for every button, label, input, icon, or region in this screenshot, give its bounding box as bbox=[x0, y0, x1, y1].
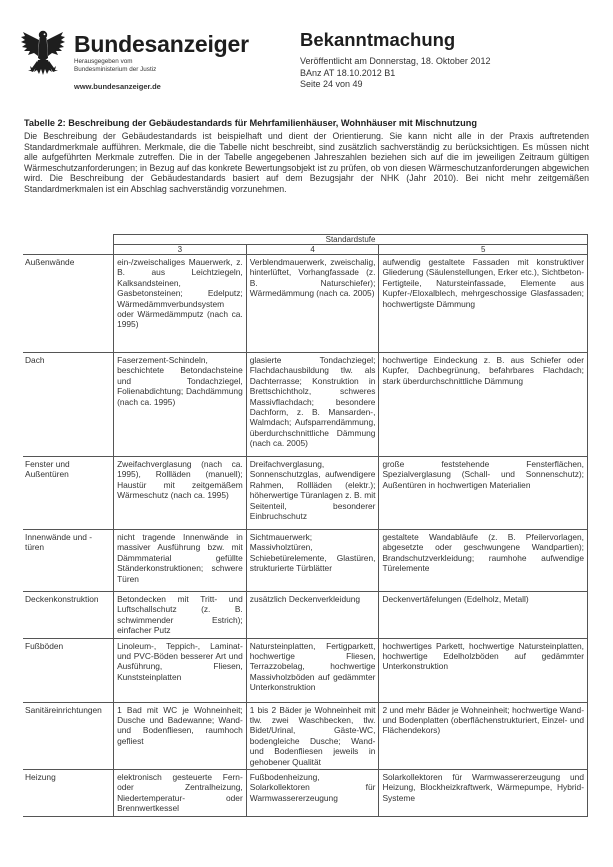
row-category: Dach bbox=[23, 353, 114, 457]
row-category: Fußböden bbox=[23, 638, 114, 702]
table-row bbox=[23, 353, 588, 457]
table-cell: ein-/zweischaliges Mauerwerk, z. B. aus Leichtziegeln, Kalksandsteinen, Gasbetonsteinen; Edelputz; Wärmedämmverbundsystem oder Wärmedämmputz (nach ca. 1995) bbox=[114, 255, 247, 353]
table-cell: Solarkollektoren für Warmwassererzeugung und Heizung, Blockheizkraftwerk, Wärmepumpe, Hybrid-Systeme bbox=[379, 770, 588, 817]
table-cell: Deckenvertäfelungen (Edelholz, Metall) bbox=[379, 592, 588, 639]
row-category: Heizung bbox=[23, 770, 114, 817]
notice-block bbox=[300, 30, 600, 91]
table-cell: Sichtmauerwerk; Massivholztüren, Schiebetürelemente, Glastüren, strukturierte Türblätter bbox=[246, 530, 379, 592]
brand-url: www.bundesanzeiger.de bbox=[74, 82, 161, 91]
brand-name: Bundesanzeiger bbox=[74, 31, 249, 57]
table-cell: gestaltete Wandabläufe (z. B. Pfeilervorlagen, abgesetzte oder geschwungene Wandpartien); Brandschutzverkleidung; raumhohe aufwendige Türelemente bbox=[379, 530, 588, 592]
publication-reference: BAnz AT 18.10.2012 B1 bbox=[300, 67, 396, 78]
table-cell: 2 und mehr Bäder je Wohneinheit; hochwertige Wand- und Bodenplatten (oberflächenstrukturiert, Einzel- und Flächendekors) bbox=[379, 702, 588, 769]
table-row bbox=[23, 255, 588, 353]
table-row bbox=[23, 770, 588, 817]
table-cell: glasierte Tondachziegel; Flachdachausbildung tlw. als Dachterrasse; Konstruktion in Brettschichtholz, schweres Massivflachdach; besondere Dachform, z. B. Mansarden-, Walmdach; Aufsparrendämmung, überdurchschnittliche Dämmung (nach ca. 2005) bbox=[246, 353, 379, 457]
table-cell: elektronisch gesteuerte Fern- oder Zentralheizung, Niedertemperatur- oder Brennwertkessel bbox=[114, 770, 247, 817]
level-5-header: 5 bbox=[379, 245, 588, 255]
table-row bbox=[23, 592, 588, 639]
table-group-header-row bbox=[23, 235, 588, 245]
table-cell: hochwertiges Parkett, hochwertige Natursteinplatten, hochwertige Edelholzböden auf gedämmter Unterkonstruktion bbox=[379, 638, 588, 702]
table-cell: aufwendig gestaltete Fassaden mit konstruktiver Gliederung (Säulenstellungen, Erker etc.), Sichtbeton-Fertigteile, Natursteinfassade, Elemente aus Kupfer-/Eloxalblech, mehrgeschossige Glasfassaden; hochwertigste Dämmung bbox=[379, 255, 588, 353]
notice-title: Bekanntmachung bbox=[300, 29, 456, 50]
publication-date: Veröffentlicht am Donnerstag, 18. Oktober 2012 bbox=[300, 56, 491, 66]
table-row bbox=[23, 702, 588, 769]
federal-eagle-icon bbox=[20, 28, 66, 76]
table-cell: hochwertige Eindeckung z. B. aus Schiefer oder Kupfer, Dachbegrünung, befahrbares Flachdach; stark überdurchschnittliche Dämmung bbox=[379, 353, 588, 457]
table-cell: nicht tragende Innenwände in massiver Ausführung bzw. mit Dämmmaterial gefüllte Ständerkonstruktionen; schwere Türen bbox=[114, 530, 247, 592]
table-cell: Betondecken mit Tritt- und Luftschallschutz (z. B. schwimmender Estrich); einfacher Putz bbox=[114, 592, 247, 639]
table-cell: Verblendmauerwerk, zweischalig, hinterlüftet, Vorhangfassade (z. B. Naturschiefer); Wärmedämmung (nach ca. 2005) bbox=[246, 255, 379, 353]
publisher-note bbox=[74, 58, 164, 73]
standard-level-header: Standardstufe bbox=[114, 235, 588, 245]
level-4-header: 4 bbox=[246, 245, 379, 255]
publisher-line-2: Bundesministerium der Justiz bbox=[74, 65, 157, 73]
row-category: Deckenkonstruktion bbox=[23, 592, 114, 639]
intro-paragraph: Die Beschreibung der Gebäudestandards ist beispielhaft und dient der Orientierung. Sie kann nicht alle in der Praxis auftretenden Standardmerkmale aufführen. Merkmale, die die Tabelle nicht beschreibt, sind zusätzlich sachverständig zu berücksichtigen. Es müssen nicht alle aufgeführten Merkmale zutreffen. Die in der Tabelle angegebenen Jahreszahlen beziehen sich auf die im jeweiligen Zeitraum gültigen Wärmeschutzanforderungen; in Bezug auf das konkrete Bewertungsobjekt ist zu prüfen, ob von diesen Wärmeschutzanforderungen abgewichen wird. Die Beschreibung der Gebäudestandards basiert auf dem Bezugsjahr der NHK (Jahr 2010). Bei nicht mehr zeitgemäßen Standardmerkmalen ist ein Abschlag sachverständig vorzunehmen. bbox=[24, 131, 589, 194]
row-category: Sanitäreinrichtungen bbox=[23, 702, 114, 769]
table-cell: Natursteinplatten, Fertigparkett, hochwertige Fliesen, Terrazzobelag, hochwertige Massivholzböden auf gedämmter Unterkonstruktion bbox=[246, 638, 379, 702]
header-corner-cell bbox=[23, 235, 114, 255]
table-cell: Linoleum-, Teppich-, Laminat- und PVC-Böden besserer Art und Ausführung, Fliesen, Kunststeinplatten bbox=[114, 638, 247, 702]
table-cell: Zweifachverglasung (nach ca. 1995), Rollläden (manuell); Haustür mit zeitgemäßem Wärmeschutz (nach ca. 1995) bbox=[114, 457, 247, 530]
row-category: Außenwände bbox=[23, 255, 114, 353]
table-cell: große feststehende Fensterflächen, Spezialverglasung (Schall- und Sonnenschutz); Außentüren in hochwertigen Materialien bbox=[379, 457, 588, 530]
table-row bbox=[23, 530, 588, 592]
table-row bbox=[23, 638, 588, 702]
table-cell: Dreifachverglasung, Sonnenschutzglas, aufwendigere Rahmen, Rollläden (elektr.); höherwertige Türanlagen z. B. mit Seitenteil, besonderer Einbruchschutz bbox=[246, 457, 379, 530]
table-row bbox=[23, 457, 588, 530]
row-category: Fenster und Außentüren bbox=[23, 457, 114, 530]
table-cell: zusätzlich Deckenverkleidung bbox=[246, 592, 379, 639]
row-category: Innenwände und -türen bbox=[23, 530, 114, 592]
publisher-line-1: Herausgegeben vom bbox=[74, 58, 133, 65]
page-number: Seite 24 von 49 bbox=[300, 79, 363, 89]
table-cell: 1 Bad mit WC je Wohneinheit; Dusche und Badewanne; Wand- und Bodenfliesen, raumhoch gefliest bbox=[114, 702, 247, 769]
brand-block bbox=[74, 32, 249, 91]
page-header bbox=[12, 22, 602, 92]
table-title: Tabelle 2: Beschreibung der Gebäudestandards für Mehrfamilienhäuser, Wohnhäuser mit Mischnutzung bbox=[24, 118, 477, 128]
table-cell: Faserzement-Schindeln, beschichtete Betondachsteine und Tondachziegel, Folienabdichtung; Dachdämmung (nach ca. 1995) bbox=[114, 353, 247, 457]
level-3-header: 3 bbox=[114, 245, 247, 255]
standards-table bbox=[23, 234, 588, 817]
table-cell: Fußbodenheizung, Solarkollektoren für Warmwassererzeugung bbox=[246, 770, 379, 817]
table-cell: 1 bis 2 Bäder je Wohneinheit mit tlw. zwei Waschbecken, tlw. Bidet/Urinal, Gäste-WC, bodengleiche Dusche; Wand- und Bodenfliesen jeweils in gehobener Qualität bbox=[246, 702, 379, 769]
